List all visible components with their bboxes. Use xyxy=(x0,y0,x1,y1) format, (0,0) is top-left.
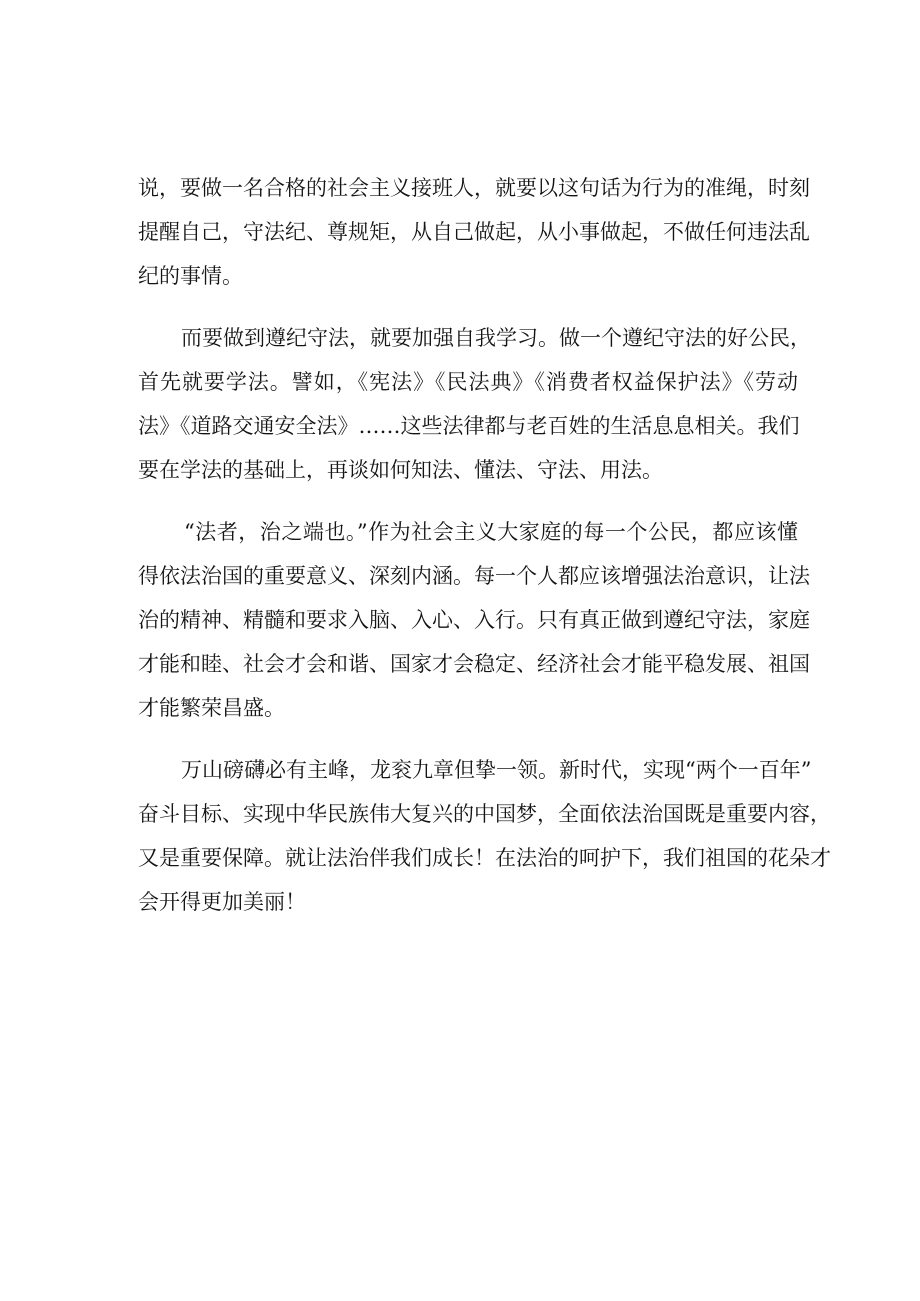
paragraph-line: 才能和睦、社会才会和谐、国家才会稳定、经济社会才能平稳发展、祖国 xyxy=(138,652,810,676)
paragraph-line: 得依法治国的重要意义、深刻内涵。每一个人都应该增强法治意识，让法 xyxy=(138,564,810,588)
paragraph-line: 而要做到遵纪守法，就要加强自我学习。做一个遵纪守法的好公民， xyxy=(181,326,811,350)
paragraph-line: 说，要做一名合格的社会主义接班人，就要以这句话为行为的准绳，时刻 xyxy=(138,176,810,200)
paragraph-line: 万山磅礴必有主峰，龙衮九章但挚一领。新时代，实现“两个一百年” xyxy=(181,758,812,782)
paragraph-line: 提醒自己，守法纪、尊规矩，从自己做起，从小事做起，不做任何违法乱 xyxy=(138,220,810,244)
paragraph-line: 首先就要学法。譬如，《宪法》《民法典》《消费者权益保护法》《劳动 xyxy=(138,370,798,394)
paragraph-line: 才能繁荣昌盛。 xyxy=(138,696,285,720)
paragraph-line: 要在学法的基础上，再谈如何知法、懂法、守法、用法。 xyxy=(138,458,663,482)
paragraph-line: 治的精神、精髓和要求入脑、入心、入行。只有真正做到遵纪守法，家庭 xyxy=(138,608,810,632)
paragraph-line: 会开得更加美丽！ xyxy=(138,890,306,914)
paragraph-2 xyxy=(138,316,811,492)
paragraph-line: 纪的事情。 xyxy=(138,264,243,288)
paragraph-3 xyxy=(138,510,810,730)
paragraph-line: “法者，治之端也。”作为社会主义大家庭的每一个公民，都应该懂 xyxy=(184,520,798,544)
paragraph-line: 又是重要保障。就让法治伴我们成长！在法治的呵护下，我们祖国的花朵才 xyxy=(138,846,831,870)
paragraph-line: 法》《道路交通安全法》……这些法律都与老百姓的生活息息相关。我们 xyxy=(138,414,800,438)
paragraph-4 xyxy=(138,748,831,924)
paragraph-line: 奋斗目标、实现中华民族伟大复兴的中国梦，全面依法治国既是重要内容， xyxy=(138,802,831,826)
document-body xyxy=(138,166,831,924)
paragraph-1 xyxy=(138,166,810,298)
